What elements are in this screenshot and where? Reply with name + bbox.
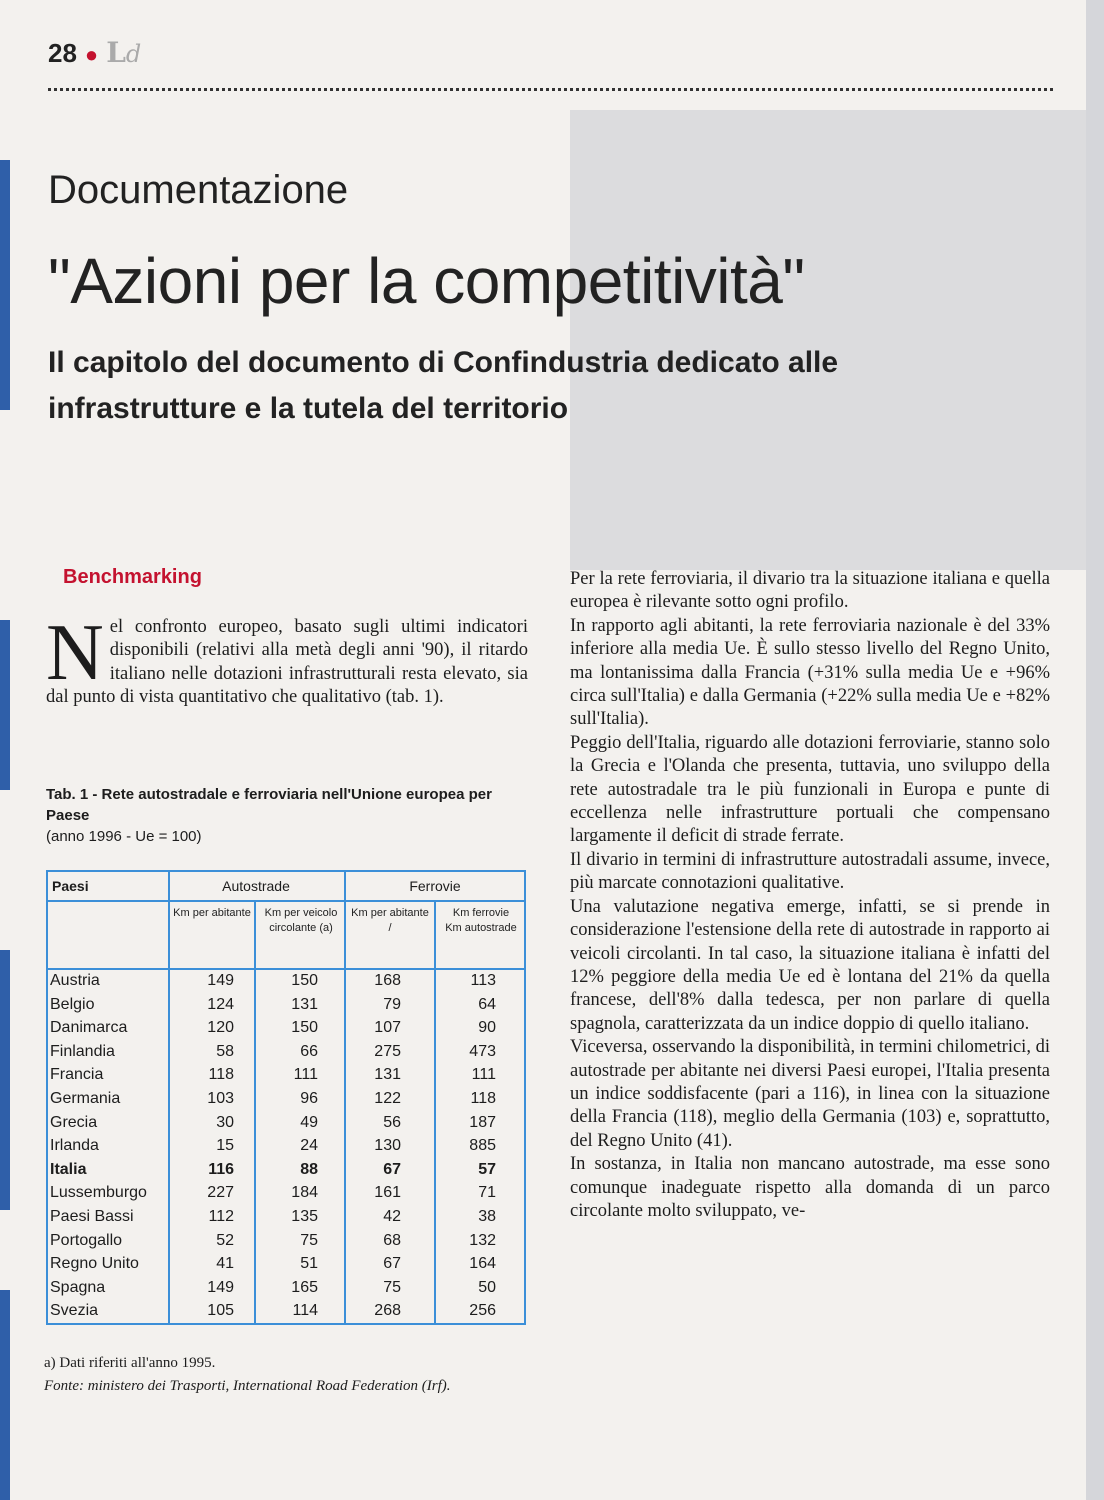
cell-country: Austria xyxy=(50,972,100,989)
table-row xyxy=(48,1017,524,1041)
col-header-autostrade: Autostrade xyxy=(222,878,290,894)
cell-value: 131 xyxy=(374,1066,401,1084)
cell-value: 116 xyxy=(208,1160,234,1178)
cell-value: 130 xyxy=(374,1137,401,1155)
cell-value: 118 xyxy=(208,1066,234,1084)
cell-value: 51 xyxy=(300,1255,318,1273)
cell-value: 165 xyxy=(291,1278,318,1296)
subheader-slash: / xyxy=(388,922,392,934)
cell-value: 64 xyxy=(478,995,496,1013)
cell-value: 15 xyxy=(216,1137,234,1155)
cell-value: 68 xyxy=(383,1231,401,1249)
cell-country: Francia xyxy=(50,1066,104,1084)
cell-value: 71 xyxy=(478,1184,496,1202)
lead-paragraph xyxy=(46,609,528,710)
table-row xyxy=(48,1041,524,1065)
cell-value: 52 xyxy=(216,1231,234,1249)
col-header-ferrovie: Ferrovie xyxy=(409,878,461,894)
cell-value: 103 xyxy=(207,1089,234,1107)
cell-value: 150 xyxy=(291,972,318,989)
article-title: "Azioni per la competitività" xyxy=(48,245,805,317)
article-subtitle: Il capitolo del documento di Confindustria dedicato alle infrastrutture e la tutela del territorio xyxy=(48,346,839,425)
cell-value: 114 xyxy=(292,1302,318,1320)
logo-sub-letter: d xyxy=(125,40,142,68)
subheader-km-ferrovie-autostrade xyxy=(436,906,526,936)
paragraph: Il divario in termini di infrastrutture autostradali assume, invece, più marcate connotazioni qualitative. xyxy=(570,849,1050,894)
cell-value: 184 xyxy=(291,1184,318,1202)
cell-value: 124 xyxy=(207,995,234,1013)
cell-value: 131 xyxy=(291,995,318,1013)
cell-value: 149 xyxy=(207,972,234,989)
page-header xyxy=(48,36,141,76)
bullet-dot-icon: ● xyxy=(84,42,99,67)
subheader-km-abitante-ferrovie xyxy=(348,906,432,936)
cell-value: 75 xyxy=(383,1278,401,1296)
table-notes xyxy=(44,1352,544,1398)
cell-value: 49 xyxy=(300,1113,318,1131)
cell-value: 90 xyxy=(478,1019,496,1037)
cell-value: 42 xyxy=(383,1207,401,1225)
subheader-text: Km per abitante xyxy=(351,907,429,919)
cell-value: 88 xyxy=(300,1160,318,1178)
cell-value: 473 xyxy=(469,1042,496,1060)
cell-value: 67 xyxy=(383,1255,401,1273)
lead-text: el confronto europeo, basato sugli ultimi indicatori disponibili (relativi alla metà degli anni '90), il ritardo italiano nelle dotazioni infrastrutturali resta elevato, sia dal punto di vista quantitativo che qualitativo (tab. 1). xyxy=(46,617,528,708)
cell-value: 111 xyxy=(471,1066,496,1084)
paragraph: Per la rete ferroviaria, il divario tra la situazione italiana e quella europea è rilevante sotto ogni profilo. xyxy=(570,569,1050,613)
table-source: Fonte: ministero dei Trasporti, International Road Federation (Irf). xyxy=(44,1378,451,1394)
cell-value: 57 xyxy=(478,1160,496,1178)
cell-value: 112 xyxy=(208,1207,234,1225)
table-row xyxy=(48,1206,524,1230)
right-column-text xyxy=(570,568,1050,1223)
cell-value: 79 xyxy=(383,995,401,1013)
cell-country: Portogallo xyxy=(50,1231,123,1249)
page-edge-shadow xyxy=(1086,0,1104,1500)
cell-value: 67 xyxy=(383,1160,401,1178)
table-row xyxy=(48,1253,524,1277)
cell-value: 111 xyxy=(293,1066,318,1084)
data-table xyxy=(46,870,526,1325)
table-row xyxy=(48,1182,524,1206)
table-row xyxy=(48,1088,524,1112)
table-row xyxy=(48,1300,524,1324)
cell-country: Finlandia xyxy=(50,1042,115,1060)
table-caption-title: Tab. 1 - Rete autostradale e ferroviaria nell'Unione europea per Paese xyxy=(46,786,492,824)
left-margin-stripe xyxy=(0,1290,10,1500)
cell-country: Spagna xyxy=(50,1278,106,1296)
table-body xyxy=(48,970,524,1324)
cell-value: 66 xyxy=(300,1042,318,1060)
paragraph: Peggio dell'Italia, riguardo alle dotazioni ferroviarie, stanno solo la Grecia e l'Olanda che presenta, tuttavia, uno sviluppo della rete autostradale tra le più funzionali in Europa e punte di eccellenza nelle infrastrutture portuali che compensano largamente il deficit di strade ferrate. xyxy=(570,732,1050,847)
subheader-text: Km autostrade xyxy=(445,922,517,934)
table-row xyxy=(48,994,524,1018)
subheader-km-abitante: Km per abitante xyxy=(173,907,251,919)
cell-value: 50 xyxy=(478,1278,496,1296)
cell-value: 275 xyxy=(374,1042,401,1060)
subheader-text: Km ferrovie xyxy=(452,907,510,919)
cell-value: 24 xyxy=(300,1137,318,1155)
cell-country: Belgio xyxy=(50,995,95,1013)
cell-country: Lussemburgo xyxy=(50,1184,147,1202)
cell-value: 96 xyxy=(300,1089,318,1107)
cell-value: 168 xyxy=(374,972,401,989)
section-heading: Benchmarking xyxy=(63,566,202,588)
table-row xyxy=(48,1064,524,1088)
cell-value: 149 xyxy=(207,1278,234,1296)
cell-value: 885 xyxy=(469,1137,496,1155)
cell-country: Irlanda xyxy=(50,1137,99,1155)
magazine-logo xyxy=(106,36,141,69)
table-row xyxy=(48,970,524,994)
left-margin-stripe xyxy=(0,620,10,790)
cell-value: 118 xyxy=(470,1089,496,1107)
cell-value: 187 xyxy=(469,1113,496,1131)
left-margin-stripe xyxy=(0,160,10,410)
page-number: 28 xyxy=(48,38,77,68)
table-row xyxy=(48,1135,524,1159)
col-header-paesi: Paesi xyxy=(52,878,89,894)
cell-value: 164 xyxy=(469,1255,496,1273)
table-divider xyxy=(48,900,524,902)
cell-value: 38 xyxy=(478,1207,496,1225)
cell-value: 132 xyxy=(469,1231,496,1249)
cell-value: 268 xyxy=(374,1302,401,1320)
cell-value: 161 xyxy=(374,1184,401,1202)
table-caption-sub: (anno 1996 - Ue = 100) xyxy=(46,828,202,845)
cell-value: 227 xyxy=(207,1184,234,1202)
cell-value: 56 xyxy=(383,1113,401,1131)
subheader-km-veicolo: Km per veicolo circolante (a) xyxy=(264,907,338,934)
cell-country: Regno Unito xyxy=(50,1255,139,1273)
table-row-italia xyxy=(48,1159,524,1183)
cell-value: 105 xyxy=(207,1302,234,1320)
cell-value: 30 xyxy=(216,1113,234,1131)
cell-country: Svezia xyxy=(50,1302,99,1320)
logo-letter: L xyxy=(106,36,126,69)
cell-value: 113 xyxy=(470,972,496,989)
table-caption xyxy=(46,784,528,847)
header-divider xyxy=(48,88,1053,91)
cell-country: Germania xyxy=(50,1089,121,1107)
paragraph: Una valutazione negativa emerge, infatti, se si prende in considerazione l'estensione della rete di autostrade in rapporto ai veicoli circolanti. In tal caso, la situazione italiana è infatti del 12% peggiore della media Ue ed è lontana del 21% da quella francese, dell'8% dalla tedesca, per non parlare di quella spagnola, caratterizzata da un indice doppio di quello italiano. xyxy=(570,896,1050,1034)
cell-value: 135 xyxy=(291,1207,318,1225)
section-kicker: Documentazione xyxy=(48,168,349,212)
cell-value: 256 xyxy=(469,1302,496,1320)
table-row xyxy=(48,1230,524,1254)
cell-value: 122 xyxy=(374,1089,401,1107)
cell-value: 58 xyxy=(216,1042,234,1060)
paragraph: In rapporto agli abitanti, la rete ferroviaria nazionale è del 33% inferiore alla media Ue. È sullo stesso livello del Regno Unito, ma lontanissima dalla Francia (+31% sulla media Ue e +96% circa sull'Italia) e dalla Germania (+22% sulla media Ue e +82% sull'Italia). xyxy=(570,615,1050,730)
cell-country: Italia xyxy=(50,1160,87,1178)
paragraph: In sostanza, in Italia non mancano autostrade, ma esse sono comunque inadeguate rispetto alla domanda di un parco circolante molto sviluppato, ve- xyxy=(570,1154,1050,1221)
cell-country: Paesi Bassi xyxy=(50,1207,134,1225)
cell-value: 107 xyxy=(374,1019,401,1037)
paragraph: Viceversa, osservando la disponibilità, in termini chilometrici, di autostrade per abitante nei diversi Paesi europei, l'Italia presenta un indice soddisfacente (pari a 116), in linea con la situazione della Francia (118), meglio della Germania (103) e, soprattutto, del Regno Unito (41). xyxy=(570,1037,1050,1151)
drop-cap: N xyxy=(46,609,104,697)
cell-value: 150 xyxy=(291,1019,318,1037)
table-row xyxy=(48,1277,524,1301)
cell-country: Grecia xyxy=(50,1113,98,1131)
left-margin-stripe xyxy=(0,950,10,1210)
table-footnote: a) Dati riferiti all'anno 1995. xyxy=(44,1355,216,1371)
cell-value: 120 xyxy=(207,1019,234,1037)
cell-value: 41 xyxy=(216,1255,234,1273)
cell-value: 75 xyxy=(300,1231,318,1249)
table-row xyxy=(48,1112,524,1136)
cell-country: Danimarca xyxy=(50,1019,128,1037)
